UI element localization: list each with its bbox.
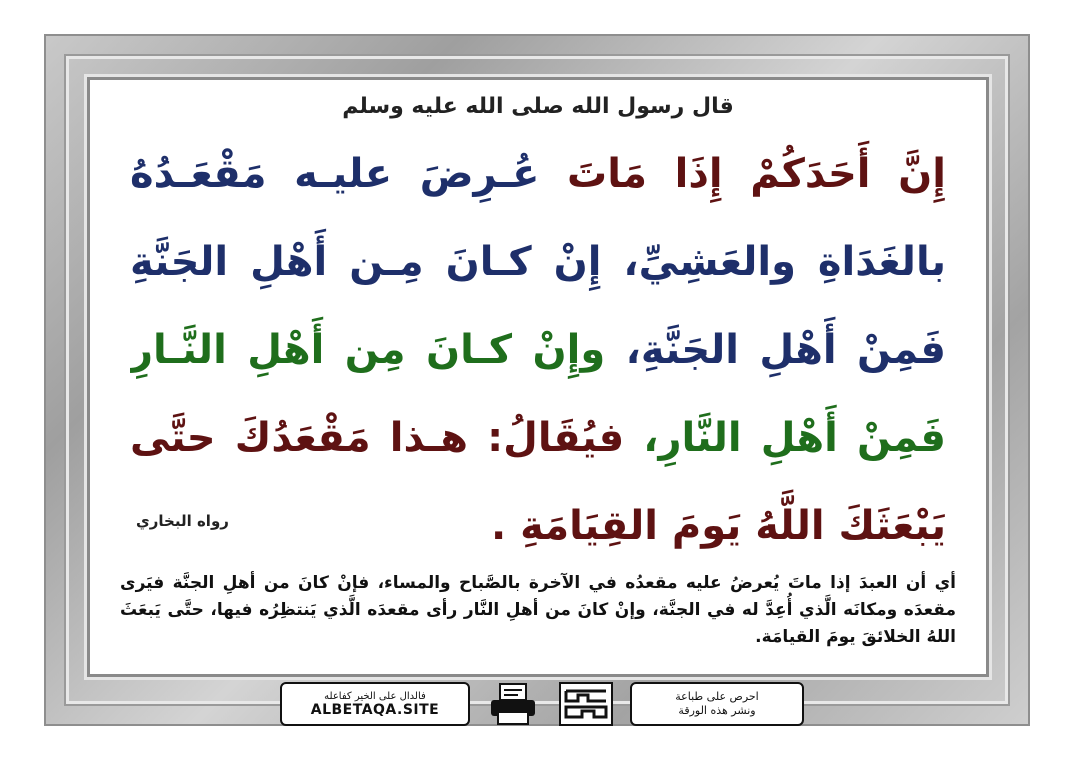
hadith-line-1-part-b: عُـرِضَ عليـه مَقْعَـدُهُ xyxy=(130,151,540,197)
hadith-text xyxy=(130,130,946,570)
hadith-line-4-part-a: فَمِنْ أَهْلِ النَّارِ، xyxy=(624,415,946,461)
note-line-2: ونشر هذه الورقة xyxy=(678,704,756,717)
footer-bar xyxy=(280,680,804,728)
dawah-logo xyxy=(556,681,616,727)
site-url[interactable]: ALBETAQA.SITE xyxy=(310,701,440,718)
hadith-line-1 xyxy=(130,130,946,218)
explanation-text: أي أن العبدَ إذا ماتَ يُعرضُ عليه مقعدُه في الآخرة بالصَّباح والمساء، فإنْ كانَ من أهلِ الجنَّة فيَرى مقعدَه ومكانَه الَّذي أُعِدَّ له في الجنَّة، وإنْ كانَ من أهلِ النَّار رأى مقعدَه الَّذي يَنتظِرُه فيها، حتَّى يَبعَثَ اللهُ الخلائقَ يومَ القيامَة. xyxy=(120,573,956,647)
site-tagline: فالدال على الخير كفاعله xyxy=(324,690,426,702)
note-line-1: احرص على طباعة xyxy=(675,690,759,703)
site-box[interactable] xyxy=(280,682,470,726)
hadith-line-3-part-a: فَمِنْ أَهْلِ الجَنَّةِ، xyxy=(605,327,946,373)
hadith-line-5: يَبْعَثَكَ اللَّهُ يَومَ القِيَامَةِ . xyxy=(490,503,946,549)
narrator-label: رواه البخاري xyxy=(136,512,229,530)
printer-icon xyxy=(484,681,542,727)
hadith-line-3 xyxy=(130,306,946,394)
hadith-line-3-part-b: وإِنْ كـانَ مِن أَهْلِ النَّـارِ xyxy=(130,327,606,373)
card xyxy=(90,80,986,674)
hadith-line-4-part-b: فيُقَالُ: هـذا مَقْعَدُكَ حتَّى xyxy=(130,415,625,461)
hadith-line-2: بالغَدَاةِ والعَشِيِّ، إِنْ كـانَ مِـن أَهْلِ الجَنَّةِ xyxy=(130,239,946,285)
hadith-line-1-part-a: إِنَّ أَحَدَكُمْ إِذَا مَاتَ xyxy=(539,151,946,197)
print-note-box xyxy=(630,682,804,726)
hadith-line-4 xyxy=(130,394,946,482)
header-text: قال رسول الله صلى الله عليه وسلم xyxy=(342,94,734,119)
